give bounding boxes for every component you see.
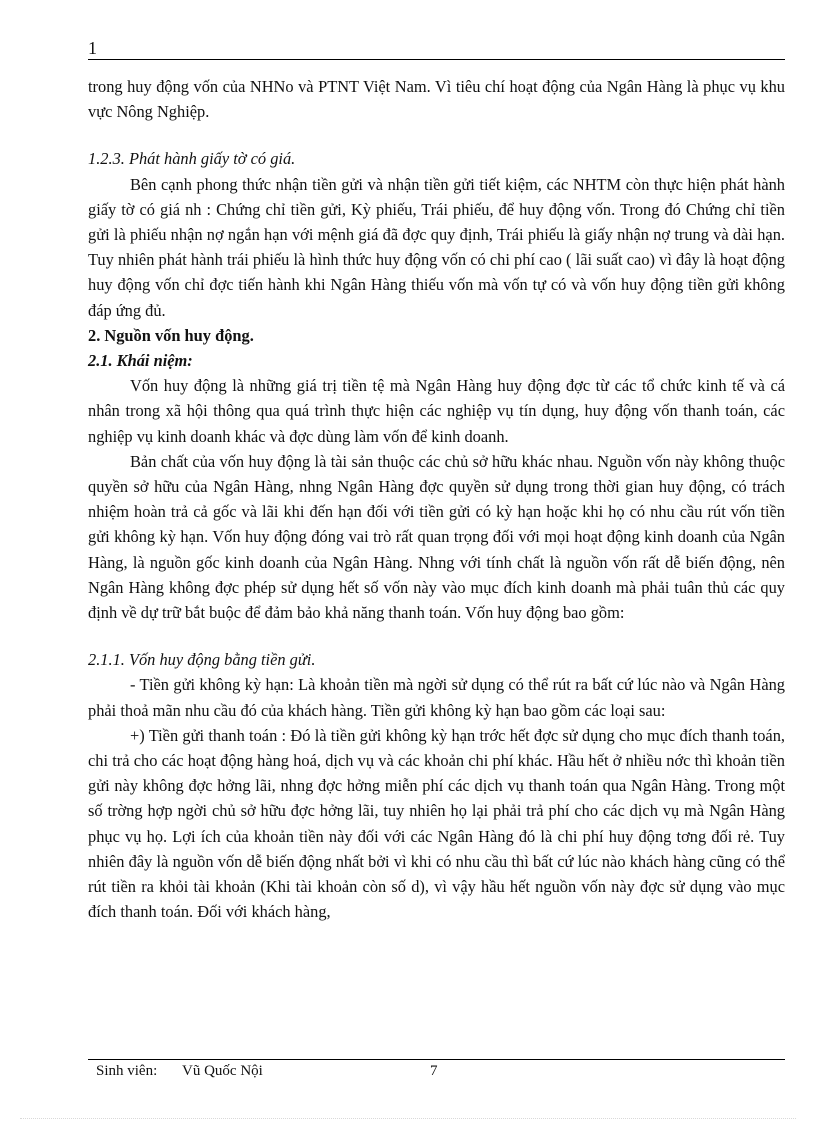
page-bottom-edge xyxy=(20,1118,796,1119)
section-heading-1-2-3: 1.2.3. Phát hành giấy tờ có giá. xyxy=(88,149,296,169)
header-divider xyxy=(88,59,785,60)
spacer xyxy=(88,625,785,647)
document-body xyxy=(88,74,785,925)
section-heading-2-1: 2.1. Khái niệm: xyxy=(88,351,193,371)
footer-student-label: Sinh viên: xyxy=(96,1063,158,1079)
paragraph-phat-hanh: Bên cạnh phong thức nhận tiền gửi và nhận tiền gửi tiết kiệm, các NHTM còn thực hiện phát hành giấy tờ có giá nh : Chứng chỉ tiền gửi, Kỳ phiếu, Trái phiếu, để huy động vốn. Trong đó Chứng chỉ tiền gửi là phiếu nhận nợ ngắn hạn với mệnh giá đã đợc quy định, Trái phiếu là giấy nhận nợ trung và dài hạn. Tuy nhiên phát hành trái phiếu là hình thức huy động vốn có chi phí cao ( lãi suất cao) vì đây là hoạt động huy động vốn chỉ đợc tiến hành khi Ngân Hàng thiếu vốn mà vốn tự có và vốn huy động tiền gửi không đáp ứng đủ. xyxy=(88,174,785,320)
spacer xyxy=(88,124,785,146)
paragraph-khai-niem: Vốn huy động là những giá trị tiền tệ mà Ngân Hàng huy động đợc từ các tổ chức kinh tế và cá nhân trong xã hội thông qua quá trình thực hiện các nghiệp vụ tín dụng, huy động vốn thanh toán, các nghiệp vụ kinh doanh khác và đợc dùng làm vốn để kinh doanh. xyxy=(88,376,785,446)
paragraph-ban-chat: Bản chất của vốn huy động là tài sản thuộc các chủ sở hữu khác nhau. Nguồn vốn này không thuộc quyền sở hữu của Ngân Hàng, nhng Ngân Hàng đợc quyền sử dụng trong thời gian huy động, có trách nhiệm hoàn trả cả gốc và lãi khi đến hạn đối với tiền gửi có kỳ hạn hoặc khi họ có nhu cầu rút vốn tiền gửi không kỳ hạn. Vốn huy động đóng vai trò rất quan trọng đối với mọi hoạt động kinh doanh của Ngân Hàng, là nguồn gốc kinh doanh của Ngân Hàng. Nhng với tính chất là nguồn vốn rất dễ biến động, nên Ngân Hàng không đợc phép sử dụng hết số vốn này vào mục đích kinh doanh mà phải tuân thủ các quy định về dự trữ bắt buộc để đảm bảo khả năng thanh toán. Vốn huy động bao gồm: xyxy=(88,451,785,623)
header-page-number: 1 xyxy=(88,38,97,58)
paragraph-khong-ky-han: - Tiền gửi không kỳ hạn: Là khoản tiền mà ngời sử dụng có thể rút ra bất cứ lúc nào và Ngân Hàng phải thoả mãn nhu cầu đó của khách hàng. Tiền gửi không kỳ hạn bao gồm các loại sau: xyxy=(88,675,785,720)
section-heading-2: 2. Nguồn vốn huy động. xyxy=(88,325,254,345)
section-heading-2-1-1: 2.1.1. Vốn huy động bằng tiền gửi. xyxy=(88,650,316,670)
footer-student-name: Vũ Quốc Nội xyxy=(182,1063,263,1079)
footer-page-number: 7 xyxy=(430,1063,438,1079)
paragraph-thanh-toan: +) Tiền gửi thanh toán : Đó là tiền gửi không kỳ hạn trớc hết đợc sử dụng cho mục đích thanh toán, chi trả cho các hoạt động hàng hoá, dịch vụ và các khoản chi phí khác. Hầu hết ở nhiều nớc thì khoản tiền gửi này không đợc hởng lãi, nhng đợc hởng miễn phí các dịch vụ thanh toán qua Ngân Hàng. Trong một số trờng hợp ngời chủ sở hữu đợc hởng lãi, tuy nhiên họ lại phải trả phí cho các dịch vụ mà Ngân Hàng phục vụ họ. Lợi ích của khoản tiền này đối với các Ngân Hàng đó là chi phí huy động tơng đối rẻ. Tuy nhiên đây là nguồn vốn dễ biến động nhất bởi vì khi có nhu cầu thì bất cứ lúc nào khách hàng cũng có thể rút tiền ra khỏi tài khoản (Khi tài khoản còn số d), vì vậy hầu hết nguồn vốn này đợc sử dụng vào mục đích thanh toán. Đối với khách hàng, xyxy=(88,725,785,922)
paragraph-intro: trong huy động vốn của NHNo và PTNT Việt Nam. Vì tiêu chí hoạt động của Ngân Hàng là phục vụ khu vực Nông Nghiệp. xyxy=(88,77,785,122)
footer-divider xyxy=(88,1059,785,1060)
